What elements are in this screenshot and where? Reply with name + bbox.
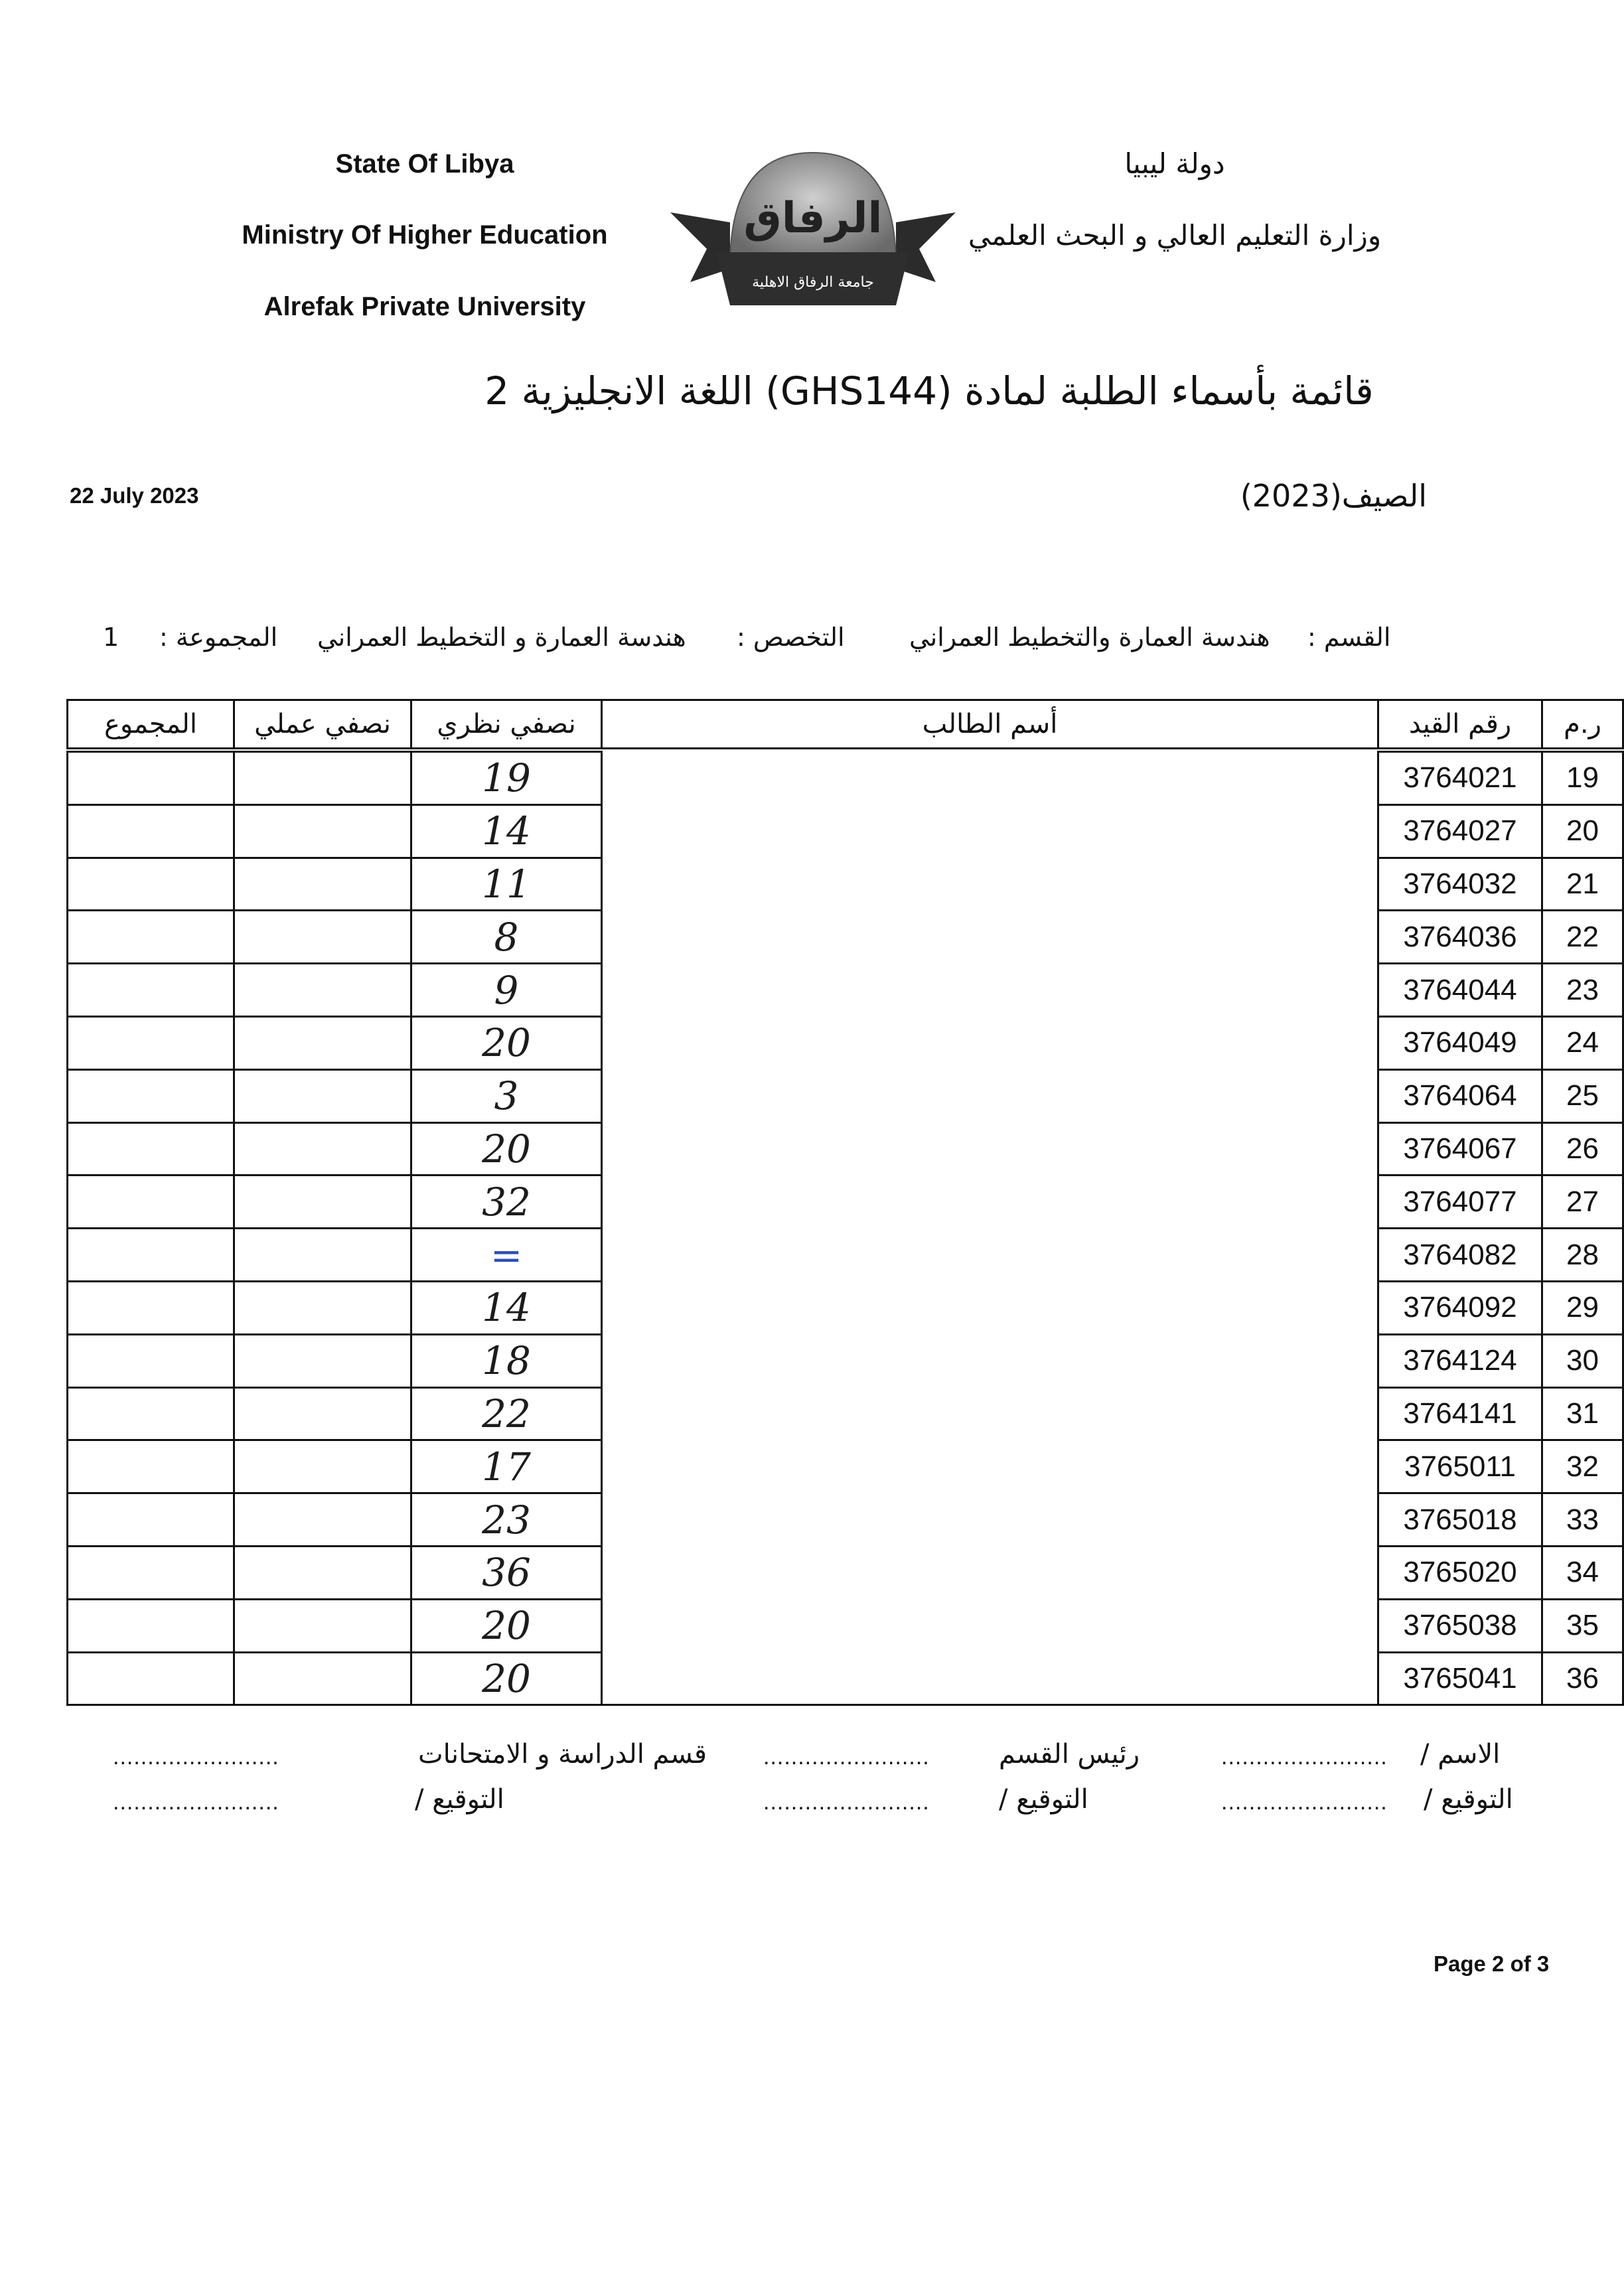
theory-grade: 20: [410, 1598, 603, 1653]
footer-exams-label: قسم الدراسة و الامتحانات: [418, 1739, 707, 1770]
student-name-cell: [601, 1122, 1379, 1177]
total-cell: [66, 857, 235, 912]
registration-id: 3765011: [1377, 1439, 1543, 1494]
header-total: المجموع: [66, 699, 235, 749]
practical-cell: [233, 1174, 412, 1229]
theory-grade: 9: [410, 962, 603, 1018]
registration-id: 3764036: [1377, 909, 1543, 964]
row-number: 36: [1541, 1651, 1624, 1706]
practical-cell: [233, 962, 412, 1018]
practical-cell: [233, 1387, 412, 1442]
registration-id: 3765038: [1377, 1598, 1543, 1653]
total-cell: [66, 909, 235, 964]
logo-banner-text: جامعة الرفاق الاهلية: [752, 274, 874, 291]
footer-name-label: الاسم /: [1420, 1739, 1501, 1770]
total-cell: [66, 1545, 235, 1600]
practical-cell: [233, 1598, 412, 1653]
footer-head-label: رئيس القسم: [999, 1739, 1140, 1770]
practical-cell: [233, 804, 412, 859]
student-name-cell: [601, 751, 1379, 806]
student-name-cell: [601, 909, 1379, 964]
dept-label: القسم :: [1307, 623, 1391, 652]
student-name-cell: [601, 804, 1379, 859]
registration-id: 3764027: [1377, 804, 1543, 859]
row-number: 28: [1541, 1227, 1624, 1282]
footer-head-dots: ........................: [763, 1744, 930, 1770]
theory-grade: 8: [410, 909, 603, 964]
student-name-cell: [601, 1174, 1379, 1229]
theory-grade: 36: [410, 1545, 603, 1600]
student-name-cell: [601, 857, 1379, 912]
university-logo: [670, 139, 956, 325]
theory-grade: 20: [410, 1016, 603, 1071]
row-number: 23: [1541, 962, 1624, 1018]
header-en-ministry: Ministry Of Higher Education: [242, 220, 608, 250]
student-name-cell: [601, 1598, 1379, 1653]
practical-cell: [233, 1016, 412, 1071]
page-number: Page 2 of 3: [1434, 1951, 1550, 1976]
registration-id: 3764141: [1377, 1387, 1543, 1442]
theory-grade: 23: [410, 1492, 603, 1547]
student-name-cell: [601, 1387, 1379, 1442]
row-number: 30: [1541, 1333, 1624, 1389]
footer-exams-sign: التوقيع /: [415, 1784, 504, 1815]
header-name: أسم الطالب: [601, 699, 1379, 749]
registration-id: 3764067: [1377, 1122, 1543, 1177]
student-name-cell: [601, 1492, 1379, 1547]
row-number: 29: [1541, 1280, 1624, 1335]
student-name-cell: [601, 1227, 1379, 1282]
spec-value: هندسة العمارة و التخطيط العمراني: [317, 623, 686, 652]
total-cell: [66, 1016, 235, 1071]
theory-grade: 32: [410, 1174, 603, 1229]
registration-id: 3764064: [1377, 1069, 1543, 1124]
student-name-cell: [601, 1333, 1379, 1389]
row-number: 27: [1541, 1174, 1624, 1229]
practical-cell: [233, 909, 412, 964]
theory-grade: =: [410, 1227, 603, 1282]
dept-value: هندسة العمارة والتخطيط العمراني: [909, 623, 1270, 652]
row-number: 31: [1541, 1387, 1624, 1442]
row-number: 20: [1541, 804, 1624, 859]
student-table: [66, 699, 1601, 1705]
registration-id: 3764082: [1377, 1227, 1543, 1282]
practical-cell: [233, 1280, 412, 1335]
student-name-cell: [601, 1016, 1379, 1071]
registration-id: 3764077: [1377, 1174, 1543, 1229]
student-name-cell: [601, 1069, 1379, 1124]
row-number: 34: [1541, 1545, 1624, 1600]
student-name-cell: [601, 1651, 1379, 1706]
theory-grade: 19: [410, 751, 603, 806]
header-rn: ر.م: [1541, 699, 1624, 749]
registration-id: 3765041: [1377, 1651, 1543, 1706]
row-number: 32: [1541, 1439, 1624, 1494]
total-cell: [66, 1598, 235, 1653]
student-name-cell: [601, 1439, 1379, 1494]
practical-cell: [233, 751, 412, 806]
logo-text: الرفاق: [743, 194, 883, 243]
row-number: 22: [1541, 909, 1624, 964]
footer-head-sign: التوقيع /: [999, 1784, 1088, 1815]
total-cell: [66, 1439, 235, 1494]
registration-id: 3764092: [1377, 1280, 1543, 1335]
practical-cell: [233, 1333, 412, 1389]
practical-cell: [233, 1651, 412, 1706]
header-ar-state: دولة ليبيا: [1124, 147, 1225, 180]
total-cell: [66, 962, 235, 1018]
row-number: 25: [1541, 1069, 1624, 1124]
row-number: 33: [1541, 1492, 1624, 1547]
theory-grade: 3: [410, 1069, 603, 1124]
practical-cell: [233, 1439, 412, 1494]
group-label: المجموعة :: [159, 623, 278, 652]
theory-grade: 11: [410, 857, 603, 912]
header-en-university: Alrefak Private University: [263, 292, 586, 321]
registration-id: 3764021: [1377, 751, 1543, 806]
registration-id: 3764124: [1377, 1333, 1543, 1389]
total-cell: [66, 1651, 235, 1706]
total-cell: [66, 1069, 235, 1124]
row-number: 26: [1541, 1122, 1624, 1177]
practical-cell: [233, 1492, 412, 1547]
practical-cell: [233, 1122, 412, 1177]
footer-exams-dots: ........................: [113, 1744, 279, 1770]
student-name-cell: [601, 962, 1379, 1018]
practical-cell: [233, 1069, 412, 1124]
student-name-cell: [601, 1545, 1379, 1600]
registration-id: 3765018: [1377, 1492, 1543, 1547]
theory-grade: 14: [410, 804, 603, 859]
footer-exams-sign-dots: ........................: [113, 1789, 279, 1815]
footer-head-sign-dots: ........................: [763, 1789, 930, 1815]
season-label: الصيف(2023): [1240, 478, 1427, 514]
theory-grade: 20: [410, 1122, 603, 1177]
report-date: 22 July 2023: [70, 483, 199, 508]
registration-id: 3765020: [1377, 1545, 1543, 1600]
practical-cell: [233, 1545, 412, 1600]
header-id: رقم القيد: [1377, 699, 1543, 749]
registration-id: 3764032: [1377, 857, 1543, 912]
total-cell: [66, 1333, 235, 1389]
theory-grade: 20: [410, 1651, 603, 1706]
table-bottom-rule: [601, 1704, 1379, 1706]
practical-cell: [233, 857, 412, 912]
footer-name-dots: ........................: [1221, 1744, 1388, 1770]
footer-sign-dots: ........................: [1221, 1789, 1388, 1815]
registration-id: 3764049: [1377, 1016, 1543, 1071]
row-number: 35: [1541, 1598, 1624, 1653]
footer-sign-label: التوقيع /: [1424, 1784, 1513, 1815]
total-cell: [66, 751, 235, 806]
row-number: 21: [1541, 857, 1624, 912]
theory-grade: 18: [410, 1333, 603, 1389]
practical-cell: [233, 1227, 412, 1282]
spec-label: التخصص :: [737, 623, 845, 652]
row-number: 19: [1541, 751, 1624, 806]
total-cell: [66, 1227, 235, 1282]
header-theory: نصفي نظري: [410, 699, 603, 749]
header-practical: نصفي عملي: [233, 699, 412, 749]
header-en-state: State Of Libya: [335, 149, 514, 179]
theory-grade: 14: [410, 1280, 603, 1335]
total-cell: [66, 804, 235, 859]
header-ar-ministry: وزارة التعليم العالي و البحث العلمي: [968, 219, 1382, 252]
registration-id: 3764044: [1377, 962, 1543, 1018]
total-cell: [66, 1174, 235, 1229]
total-cell: [66, 1280, 235, 1335]
total-cell: [66, 1492, 235, 1547]
row-number: 24: [1541, 1016, 1624, 1071]
total-cell: [66, 1387, 235, 1442]
student-name-cell: [601, 1280, 1379, 1335]
theory-grade: 17: [410, 1439, 603, 1494]
total-cell: [66, 1122, 235, 1177]
page-title: قائمة بأسماء الطلبة لمادة (GHS144) اللغة الانجليزية 2: [484, 368, 1374, 414]
group-value: 1: [103, 623, 119, 652]
theory-grade: 22: [410, 1387, 603, 1442]
